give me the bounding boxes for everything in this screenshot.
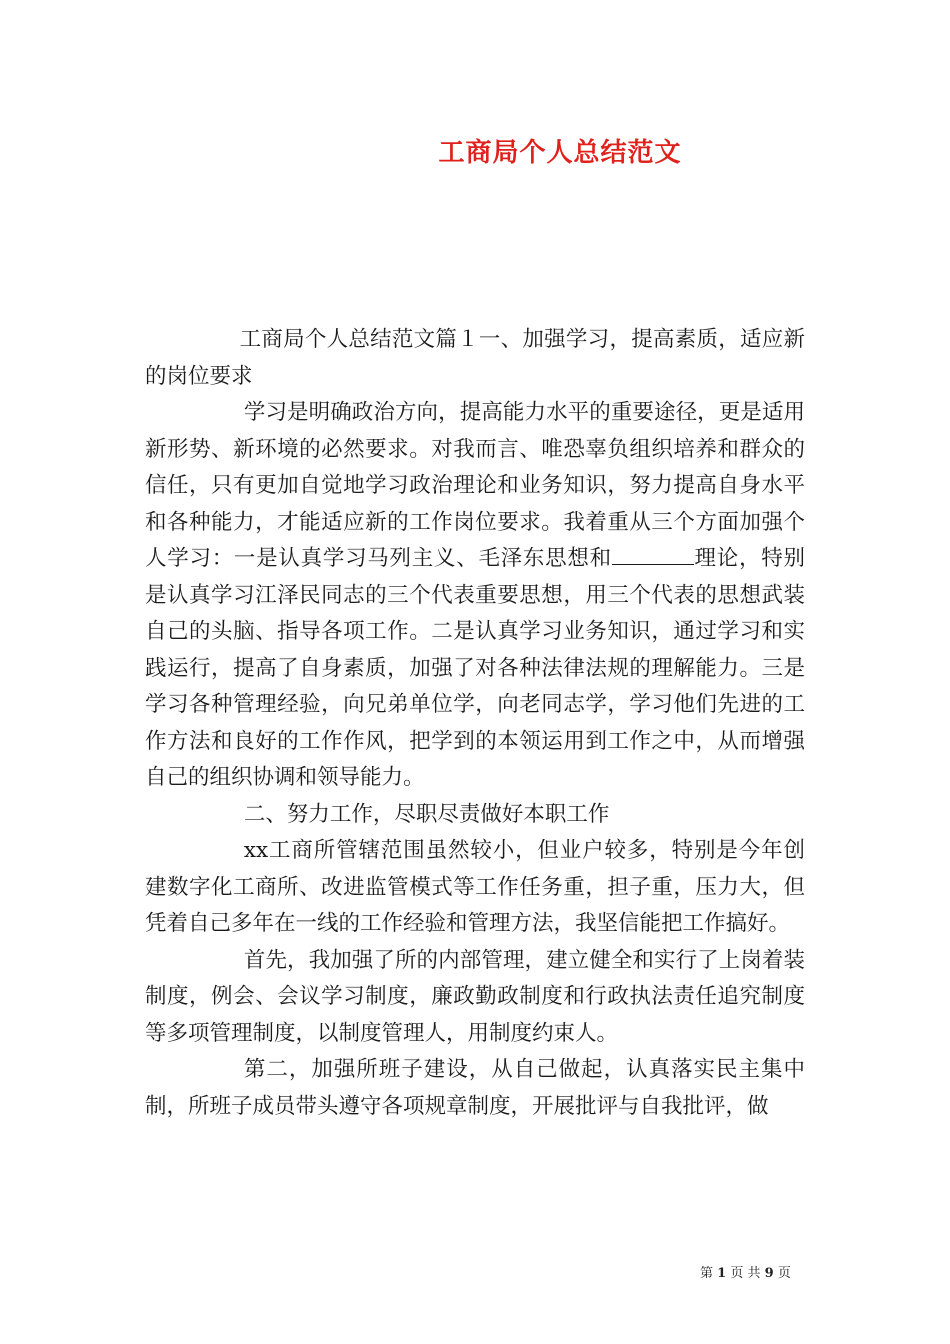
fill-in-blank — [612, 546, 694, 565]
page-footer — [700, 1262, 810, 1281]
footer-total-pages: 9 — [764, 1266, 774, 1281]
paragraph-heading-1: 工商局个人总结范文篇１一、加强学习，提高素质，适应新的岗位要求 — [145, 327, 805, 389]
paragraph-study — [145, 395, 805, 797]
paragraph-first-measure: 首先，我加强了所的内部管理，建立健全和实行了上岗着装制度，例会、会议学习制度，廉政勤政制度和行政执法责任追究制度等多项管理制度，以制度管理人，用制度约束人。 — [145, 947, 805, 1046]
paragraph-second-measure: 第二，加强所班子建设，从自己做起，认真落实民主集中制，所班子成员带头遵守各项规章制度，开展批评与自我批评，做 — [145, 1057, 805, 1119]
document-body — [145, 322, 805, 1125]
footer-middle: 页 共 — [730, 1266, 761, 1281]
footer-suffix: 页 — [777, 1266, 791, 1281]
paragraph-workload: xx工商所管辖范围虽然较小，但业户较多，特别是今年创建数字化工商所、改进监管模式等工作任务重，担子重，压力大，但凭着自己多年在一线的工作经验和管理方法，我坚信能把工作搞好。 — [145, 838, 805, 936]
footer-prefix: 第 — [700, 1266, 714, 1281]
paragraph-study-part-1: 学习是明确政治方向，提高能力水平的重要途径，更是适用新形势、新环境的必然要求。对我而言、唯恐辜负组织培养和群众的信任，只有更加自觉地学习政治理论和业务知识，努力提高自身水平和各种能力，才能适应新的工作岗位要求。我着重从三个方面加强个人学习：一是认真学习马列主义、毛泽东思想和 — [145, 400, 805, 571]
paragraph-study-part-2: 理论，特别是认真学习江泽民同志的三个代表重要思想，用三个代表的思想武装自己的头脑、指导各项工作。二是认真学习业务知识，通过学习和实践运行，提高了自身素质，加强了对各种法律法规的理解能力。三是学习各种管理经验，向兄弟单位学，向老同志学，学习他们先进的工作方法和良好的工作作风，把学到的本领运用到工作之中，从而增强自己的组织协调和领导能力。 — [145, 546, 805, 790]
page-title: 工商局个人总结范文 — [438, 138, 682, 168]
footer-page-number: 1 — [717, 1266, 727, 1281]
paragraph-heading-2: 二、努力工作，尽职尽责做好本职工作 — [243, 801, 610, 827]
